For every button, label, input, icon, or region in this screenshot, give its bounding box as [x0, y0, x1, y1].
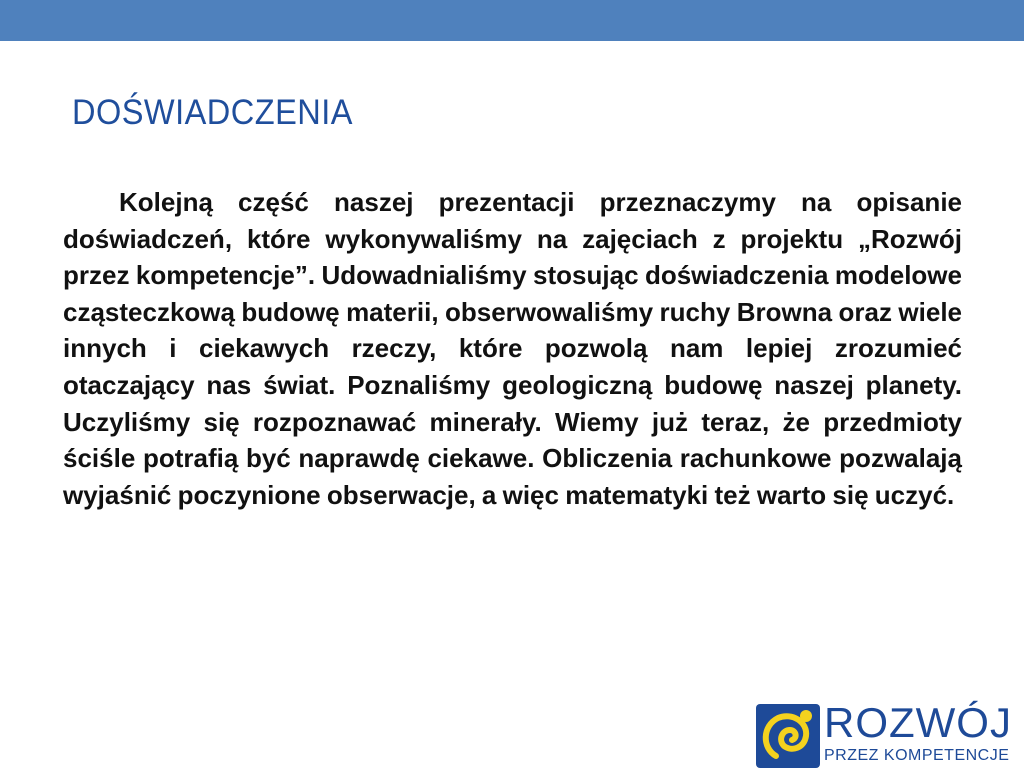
- logo-wordmark: ROZWÓJ: [824, 699, 1012, 746]
- rozwoj-logo: [752, 700, 1024, 768]
- rozwoj-logo-icon: [756, 704, 820, 768]
- top-accent-bar: [0, 0, 1024, 41]
- logo-tagline: PRZEZ KOMPETENCJE: [824, 747, 1010, 764]
- slide-title: DOŚWIADCZENIA: [72, 93, 353, 132]
- slide-body-text: Kolejną część naszej prezentacji przeznaczymy na opisanie doświadczeń, które wykonywaliśmy na zajęciach z projektu „Rozwój przez kompetencje”. Udowadnialiśmy stosując doświadczenia modelowe cząsteczkową budowę materii, obserwowaliśmy ruchy Browna oraz wiele innych i ciekawych rzeczy, które pozwolą nam lepiej zrozumieć otaczający nas świat. Poznaliśmy geologiczną budowę naszej planety. Uczyliśmy się rozpoznawać minerały. Wiemy już teraz, że przedmioty ściśle potrafią być naprawdę ciekawe. Obliczenia rachunkowe pozwalają wyjaśnić poczynione obserwacje, a więc matematyki też warto się uczyć.: [63, 187, 962, 510]
